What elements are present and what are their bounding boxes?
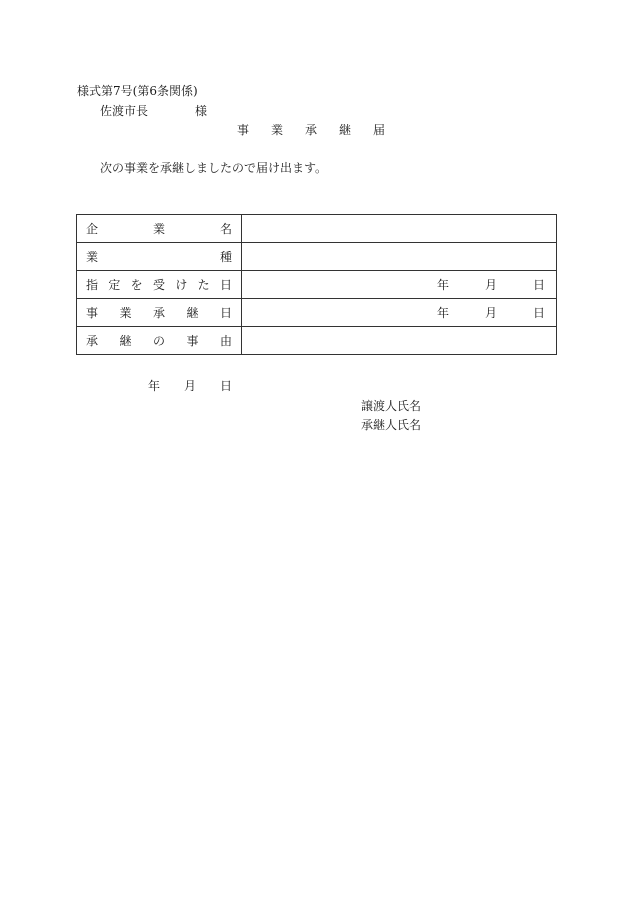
day-label: 日 bbox=[533, 277, 546, 292]
label-char: 業 bbox=[119, 305, 132, 320]
addressee: 佐渡市長 bbox=[100, 104, 149, 118]
label-char: 日 bbox=[219, 305, 232, 320]
submission-date[interactable] bbox=[148, 379, 232, 393]
designation-date-field[interactable] bbox=[242, 271, 557, 299]
table-row-industry bbox=[77, 243, 557, 271]
row-label bbox=[77, 243, 242, 271]
label-char: 継 bbox=[119, 333, 132, 348]
addressee-honorific: 様 bbox=[195, 104, 208, 118]
label-char: 承 bbox=[86, 333, 99, 348]
label-char: の bbox=[152, 333, 165, 348]
table-row-company-name bbox=[77, 215, 557, 243]
label-char: 企 bbox=[86, 221, 99, 236]
designation-date-label bbox=[86, 278, 232, 292]
succession-date-label bbox=[86, 306, 232, 320]
label-char: 受 bbox=[152, 277, 165, 292]
company-name-label bbox=[86, 222, 232, 236]
label-char: 承 bbox=[152, 305, 165, 320]
document-title: 事業承継届 bbox=[237, 123, 408, 137]
day-label: 日 bbox=[220, 379, 233, 393]
table-row-designation-date bbox=[77, 271, 557, 299]
succession-date-field[interactable] bbox=[242, 299, 557, 327]
row-label bbox=[77, 215, 242, 243]
label-char: け bbox=[175, 277, 188, 292]
month-label: 月 bbox=[485, 277, 498, 292]
label-char: 事 bbox=[86, 305, 99, 320]
label-char: 種 bbox=[219, 249, 232, 264]
label-char: 由 bbox=[219, 333, 232, 348]
label-char: 定 bbox=[108, 277, 121, 292]
label-char: 事 bbox=[186, 333, 199, 348]
label-char: 業 bbox=[86, 249, 99, 264]
label-char: 名 bbox=[219, 221, 232, 236]
row-label bbox=[77, 271, 242, 299]
form-table bbox=[76, 214, 557, 355]
company-name-field[interactable] bbox=[242, 215, 557, 243]
table-row-succession-reason bbox=[77, 327, 557, 355]
industry-field[interactable] bbox=[242, 243, 557, 271]
successor-name-label: 承継人氏名 bbox=[361, 418, 422, 432]
label-char: 継 bbox=[186, 305, 199, 320]
year-label: 年 bbox=[148, 379, 161, 393]
label-char: 日 bbox=[219, 277, 232, 292]
month-label: 月 bbox=[184, 379, 197, 393]
label-char: た bbox=[197, 277, 210, 292]
industry-label bbox=[86, 250, 232, 264]
label-char: を bbox=[130, 277, 143, 292]
year-label: 年 bbox=[437, 305, 450, 320]
year-label: 年 bbox=[437, 277, 450, 292]
label-char: 業 bbox=[152, 221, 165, 236]
row-label bbox=[77, 327, 242, 355]
row-label bbox=[77, 299, 242, 327]
statement-text: 次の事業を承継しましたので届け出ます。 bbox=[100, 161, 328, 175]
succession-reason-field[interactable] bbox=[242, 327, 557, 355]
day-label: 日 bbox=[533, 305, 546, 320]
table-row-succession-date bbox=[77, 299, 557, 327]
succession-reason-label bbox=[86, 334, 232, 348]
form-number: 様式第7号(第6条関係) bbox=[77, 84, 198, 98]
month-label: 月 bbox=[485, 305, 498, 320]
transferor-name-label: 譲渡人氏名 bbox=[361, 399, 422, 413]
label-char: 指 bbox=[86, 277, 99, 292]
